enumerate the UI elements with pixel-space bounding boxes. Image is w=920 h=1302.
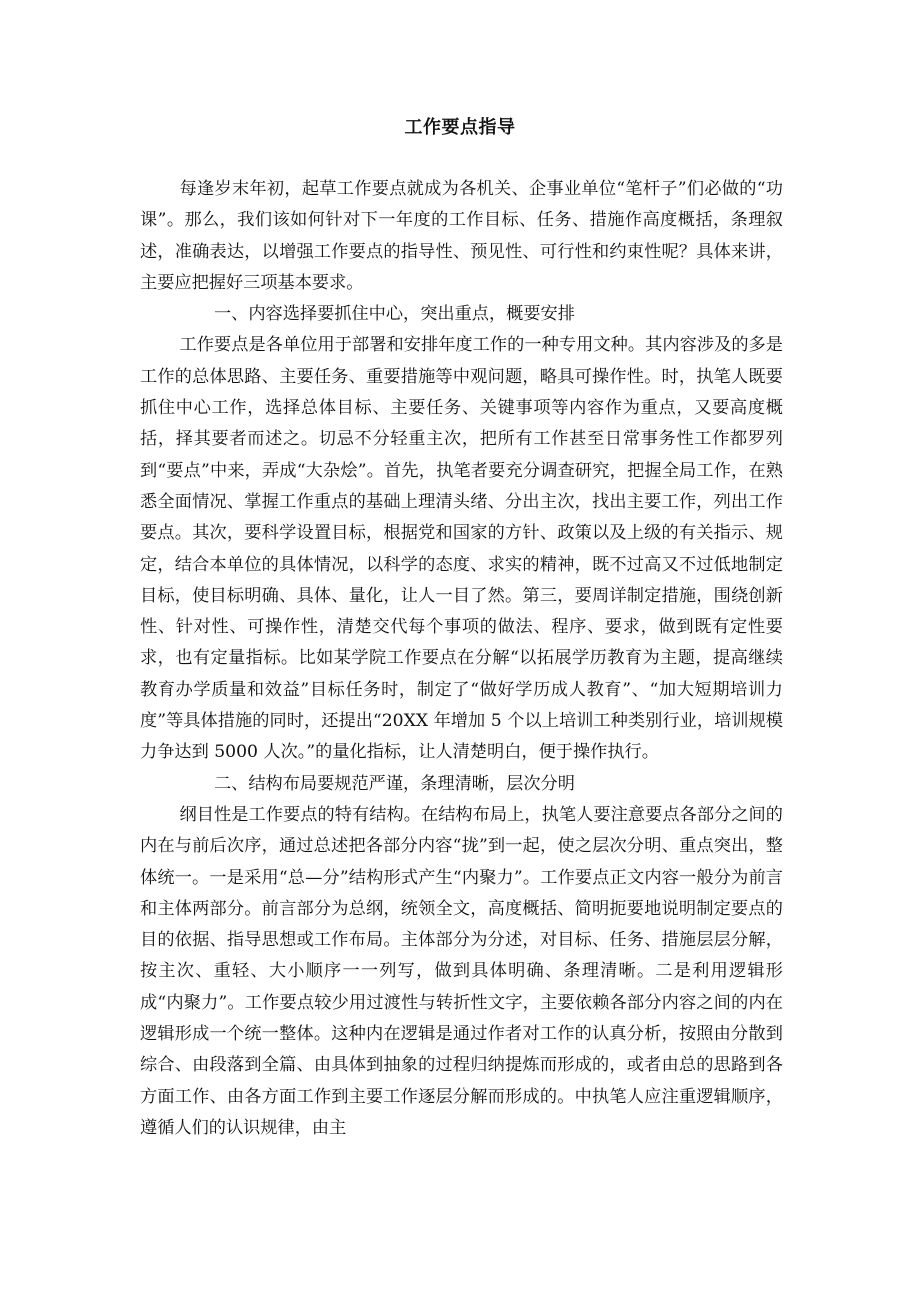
document-body [140,174,783,1144]
section-heading-2: 二、结构布局要规范严谨，条理清晰，层次分明 [213,773,575,794]
section-1-paragraph: 工作要点是各单位用于部署和安排年度工作的一种专用文种。其内容涉及的多是工作的总体思路、主要任务、重要措施等中观问题，略具可操作性。时，执笔人既要抓住中心工作，选择总体目标、主要任务、关键事项等内容作为重点，又要高度概括，择其要者而述之。切忌不分轻重主次，把所有工作甚至日常事务性工作都罗列到“要点”中来，弄成“大杂烩”。首先，执笔者要充分调查研究，把握全局工作，在熟悉全面情况、掌握工作重点的基础上理清头绪、分出主次，找出主要工作，列出工作要点。其次，要科学设置目标，根据党和国家的方针、政策以及上级的有关指示、规定，结合本单位的具体情况，以科学的态度、求实的精神，既不过高又不过低地制定目标，使目标明确、具体、量化，让人一目了然。第三，要周详制定措施，围绕创新性、针对性、可操作性，清楚交代每个事项的做法、程序、要求，做到既有定性要求，也有定量指标。比如某学院工作要点在分解“以拓展学历教育为主题，提高继续教育办学质量和效益”目标任务时，制定了“做好学历成人教育”、“加大短期培训力度”等具体措施的同时，还提出“20XX 年增加 5 个以上培训工种类别行业，培训规模力争达到 5000 人次。”的量化指标，让人清楚明白，便于操作执行。 [140,335,783,763]
section-heading-1: 一、内容选择要抓住中心，突出重点，概要安排 [213,304,575,325]
document-title: 工作要点指导 [404,117,516,138]
intro-paragraph: 每逢岁末年初，起草工作要点就成为各机关、企事业单位“笔杆子”们必做的“功课”。那么，我们该如何针对下一年度的工作目标、任务、措施作高度概括，条理叙述，准确表达，以增强工作要点的指导性、预见性、可行性和约束性呢？具体来讲，主要应把握好三项基本要求。 [140,179,783,293]
section-2-paragraph: 纲目性是工作要点的特有结构。在结构布局上，执笔人要注意要点各部分之间的内在与前后次序，通过总述把各部分内容“拢”到一起，使之层次分明、重点突出，整体统一。一是采用“总—分”结构形式产生“内聚力”。工作要点正文内容一般分为前言和主体两部分。前言部分为总纲，统领全文，高度概括、简明扼要地说明制定要点的目的依据、指导思想或工作布局。主体部分为分述，对目标、任务、措施层层分解，按主次、重轻、大小顺序一一列写，做到具体明确、条理清晰。二是利用逻辑形成“内聚力”。工作要点较少用过渡性与转折性文字，主要依赖各部分内容之间的内在逻辑形成一个统一整体。这种内在逻辑是通过作者对工作的认真分析，按照由分散到综合、由段落到全篇、由具体到抽象的过程归纳提炼而形成的，或者由总的思路到各方面工作、由各方面工作到主要工作逐层分解而形成的。中执笔人应注重逻辑顺序，遵循人们的认识规律，由主 [140,804,783,1138]
